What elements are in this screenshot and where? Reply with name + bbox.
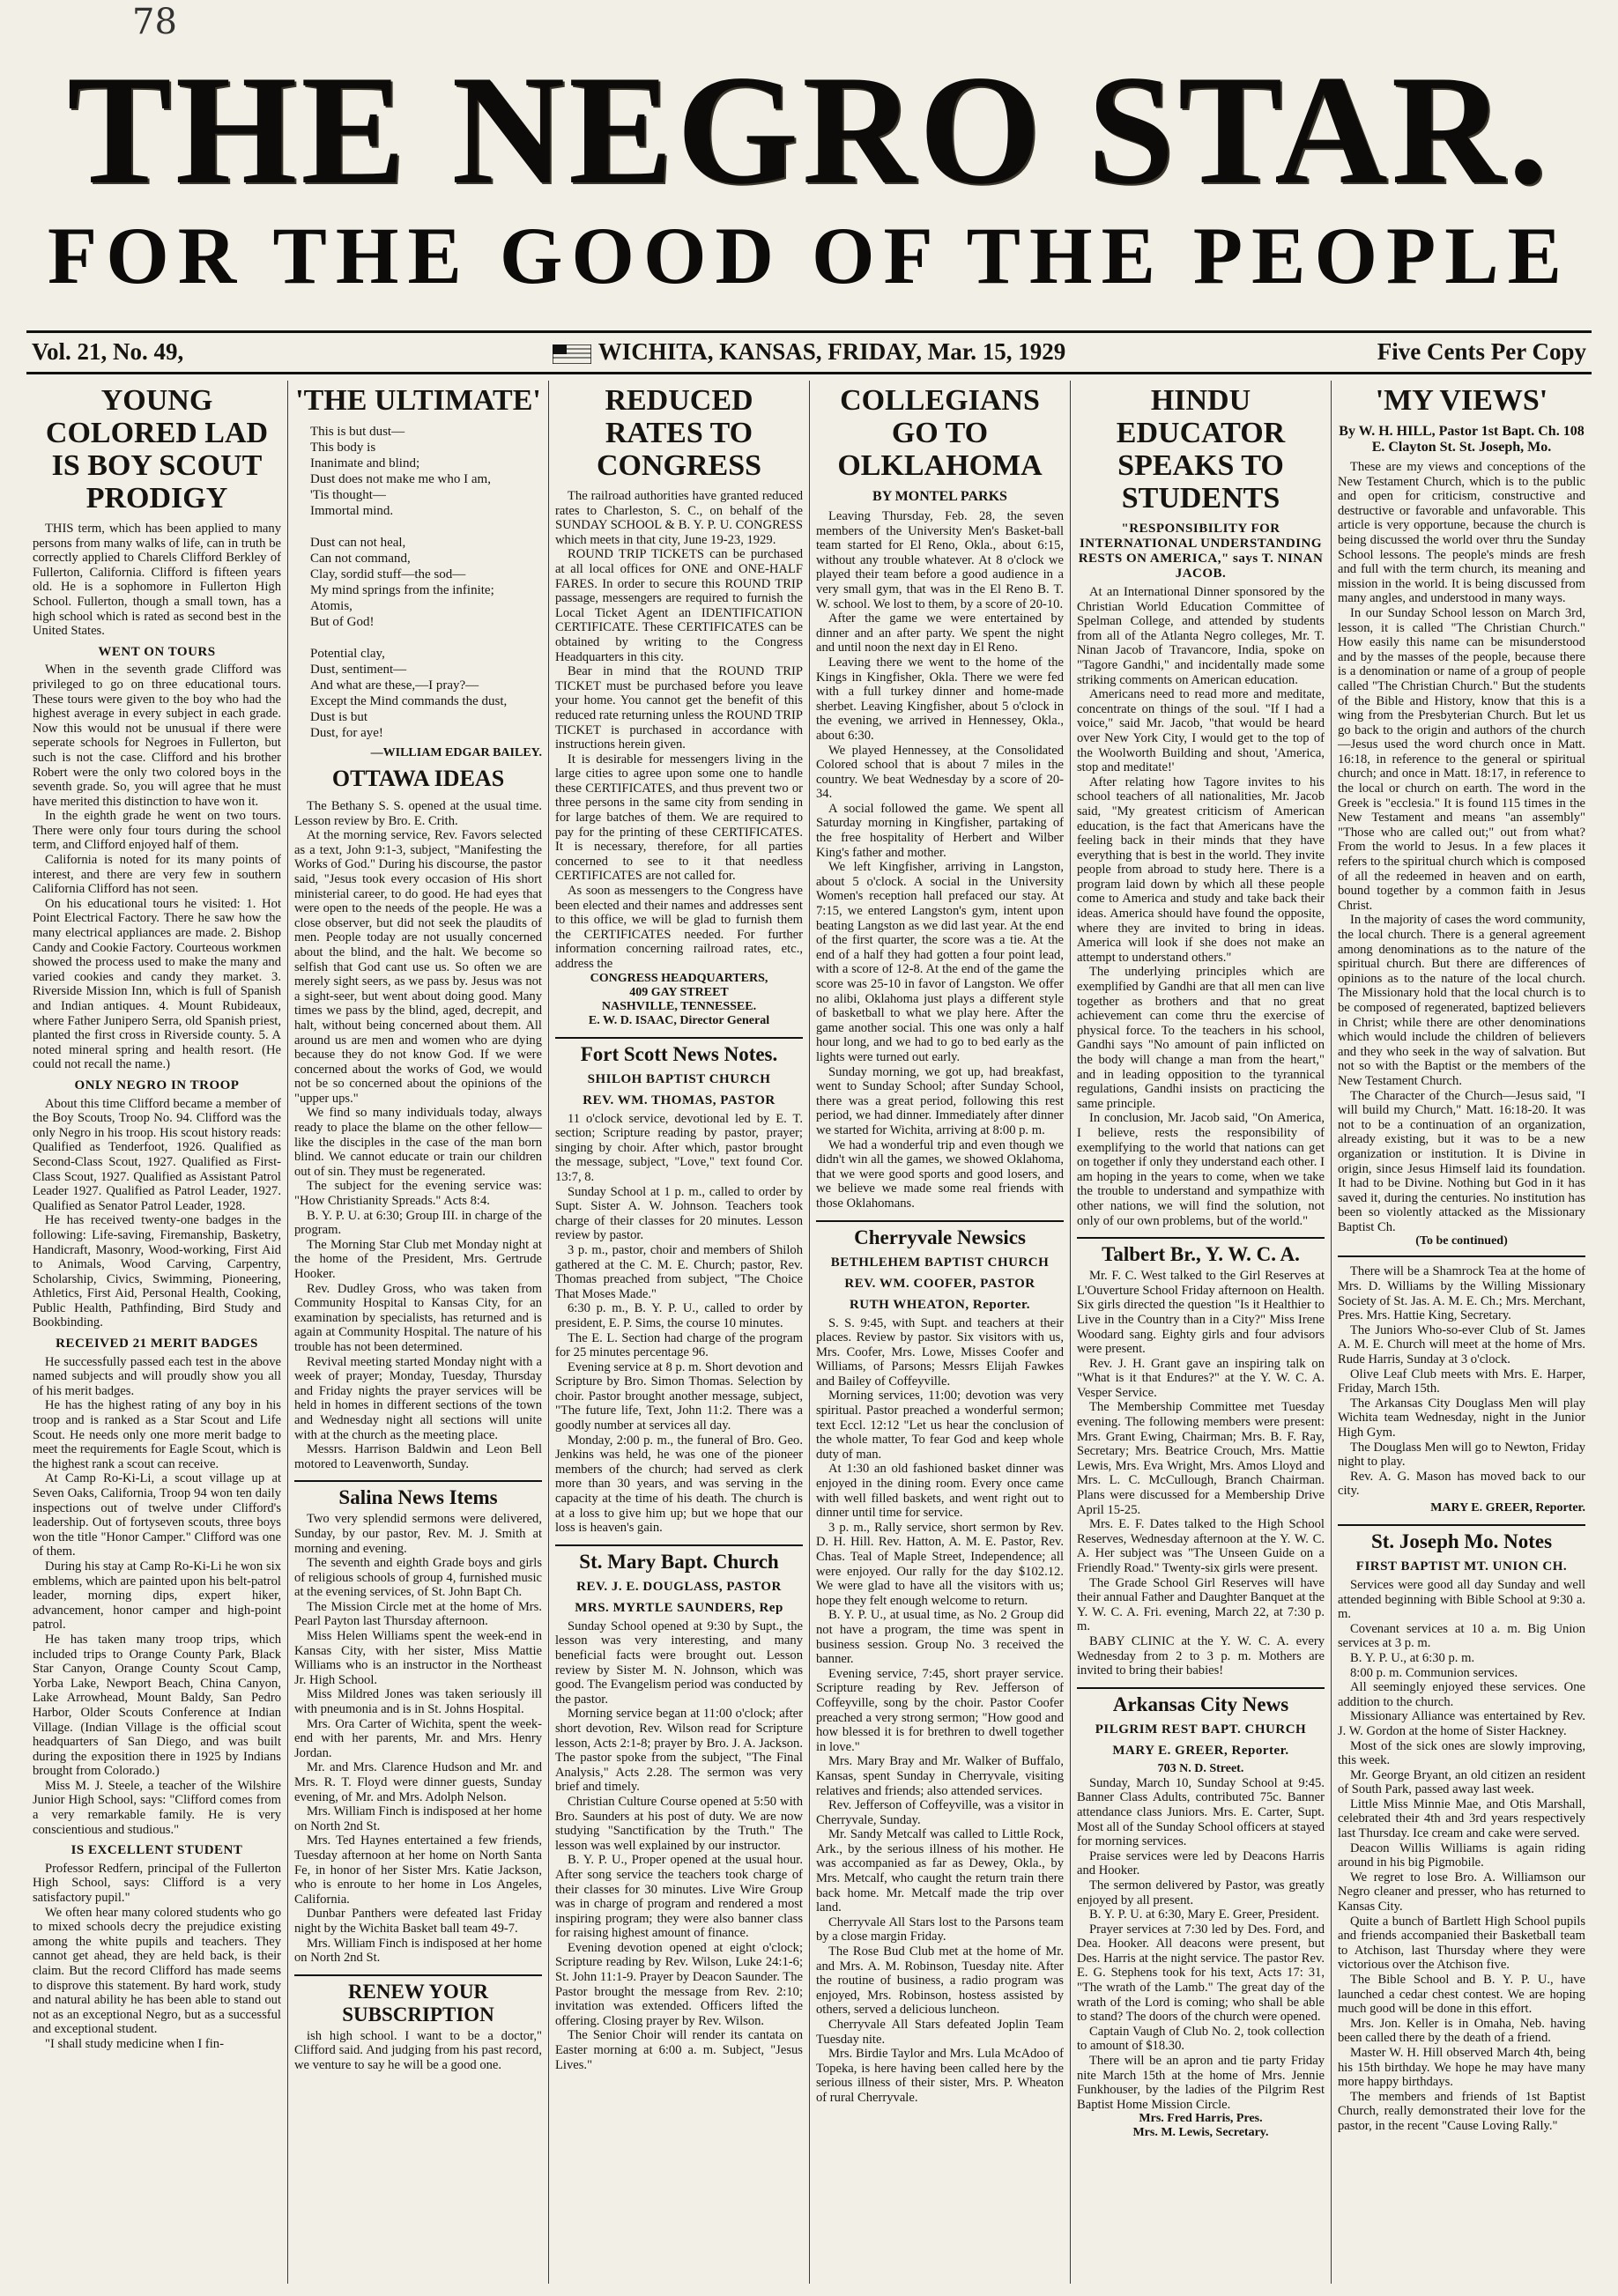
paragraph: Mrs. Ted Haynes entertained a few friends, Tuesday afternoon at her home on North Santa Fe, in honor of her Sister Mrs. Katie Jackson, who is enroute to her home in Los Angeles, California.	[294, 1833, 542, 1907]
paragraph: Professor Redfern, principal of the Fullerton High School, says: Clifford is a very satisfactory pupil."	[33, 1861, 281, 1906]
paragraph: At an International Dinner sponsored by the Christian World Education Committee of Spelman College, and attended by students from all of the Atlanta Negro colleges, Mr. T. Ninan Jacob of Travancore, India, spoke on "Tagore Gandhi," and incidentally made some striking comments on American education.	[1077, 585, 1325, 687]
paragraph: The Membership Committee met Tuesday evening. The following members were present: Mrs. Grant Ewing, Chairman; Mrs. B. F. Ray, Secretary; Mrs. Beatrice Crouch, Mrs. Mattie Lewis, Mrs. Eva Wright, Mrs. Amos Lloyd and Mrs. L. C. McCullough, Branch Chairman. Plans were discussed for a Membership Drive April 15-25.	[1077, 1400, 1325, 1517]
paragraph: Morning services, 11:00; devotion was very spiritual. Pastor preached a wonderful sermon; text Eccl. 12:12 "Let us hear the conclusion of the whole matter, To fear God and keep whole duty of man.	[816, 1389, 1064, 1462]
poem-line: Clay, sordid stuff—the sod—	[310, 567, 466, 581]
address-line: 703 N. D. Street.	[1157, 1761, 1244, 1775]
poem-line: Potential clay,	[310, 647, 385, 661]
paragraph: Mrs. Ora Carter of Wichita, spent the week-end with her parents, Mr. and Mrs. Henry Jordan.	[294, 1716, 542, 1760]
paragraph: He has taken many troop trips, which included trips to Orange County Park, Black Star Canyon, Orange County Scout Camp, Yorba Lake, Newport Beach, China Canyon, Lake Arrowhead, Mount Baldy, San Pedro Harbor, Older Scouts Conference at Indian Village. (Indian Village is the official scout headquarters of San Diego, and was built during the exposition there in 1925 by Indians brought from Colorado.)	[33, 1632, 281, 1779]
article-st-joseph	[1338, 1578, 1585, 2134]
headline-the-ultimate: 'THE ULTIMATE'	[295, 384, 541, 417]
church-name: BETHLEHEM BAPTIST CHURCH	[830, 1255, 1050, 1270]
paragraph: When in the seventh grade Clifford was privileged to go on three educational tours. These tours were given to the boy who had the highest average in every subject in each grade. Now this would not be unusual if there were seperate schools for Negroes in Fullerton, but such is not the case. Clifford and his brother Robert were the only two colored boys in the seventh grade. So, you will agree that he must have merited this distinction to have won it.	[33, 663, 281, 809]
headline-my-views: 'MY VIEWS'	[1375, 384, 1548, 417]
paragraph: Mr. and Mrs. Clarence Hudson and Mr. and Mrs. R. T. Floyd were dinner guests, Sunday evening, of Mr. and Mrs. Adolph Nelson.	[294, 1760, 542, 1804]
paragraph: We had a wonderful trip and even though we didn't win all the games, we showed Oklahoma, that we were good sports and good losers, and we believe we made some real friends with those Oklahomans.	[816, 1137, 1064, 1211]
paragraph: Two very splendid sermons were delivered, Sunday, by our pastor, Rev. M. J. Smith at morning and evening.	[294, 1512, 542, 1556]
paragraph: Most of the sick ones are slowly improving, this week.	[1338, 1738, 1585, 1768]
paragraph: The railroad authorities have granted reduced rates to Charleston, S. C., on behalf of the SUNDAY SCHOOL & B. Y. P. U. CONGRESS which meets in that city, June 19-23, 1929.	[555, 489, 803, 547]
paragraph: Dunbar Panthers were defeated last Friday night by the Wichita Basket ball team 49-7.	[294, 1907, 542, 1936]
paragraph: Covenant services at 10 a. m. Big Union services at 3 p. m.	[1338, 1621, 1585, 1651]
renew-subscription-notice: RENEW YOUR SUBSCRIPTION	[294, 1974, 542, 2026]
article-fort-scott	[555, 1112, 803, 1536]
paragraph: Mr. F. C. West talked to the Girl Reserves at L'Ouverture School Friday afternoon on Health. Six girls directed the question "Is it Healthier to Live in the Country than in a City?" Miss Irene Woodard sang. Eighty girls and four advisors were present.	[1077, 1269, 1325, 1357]
article-ottawa	[294, 799, 542, 1471]
church-name: SHILOH BAPTIST CHURCH	[587, 1071, 771, 1086]
poem-line: This body is	[310, 441, 376, 455]
poem-line: My mind springs from the infinite;	[310, 583, 494, 597]
poem-line: Dust, sentiment—	[310, 663, 407, 677]
poem-line	[310, 630, 542, 646]
paragraph: The Grade School Girl Reserves will have their annual Father and Daughter Banquet at the Y. W. C. A. Fri. evening, March 22, at 7:30 p. m.	[1077, 1575, 1325, 1634]
paragraph: Services were good all day Sunday and well attended beginning with Bible School at 9:30 a. m.	[1338, 1577, 1585, 1622]
paragraph: ish high school. I want to be a doctor," Clifford said. And judging from his past record, we venture to say he will be a good one.	[294, 2028, 542, 2072]
article-my-views	[1338, 460, 1585, 1234]
paragraph: The Douglass Men will go to Newton, Friday night to play.	[1338, 1440, 1585, 1470]
reporter-name: MRS. MYRTLE SAUNDERS, Rep	[575, 1600, 783, 1615]
headline-boy-scout: YOUNG COLORED LAD IS BOY SCOUT PRODIGY	[45, 384, 269, 515]
paragraph: Evening service, 7:45, short prayer service. Scripture reading by Rev. Jefferson of Coffeyville, song by the choir. Pastor Coofer preached a very strong sermon; "How good and how blessed it is for brethren to dwell together in love."	[816, 1666, 1064, 1754]
paragraph: The Arkansas City Douglass Men will play Wichita team Wednesday, night in the Junior High Gym.	[1338, 1396, 1585, 1440]
address-line: NASHVILLE, TENNESSEE.	[601, 999, 757, 1013]
paragraph: In conclusion, Mr. Jacob said, "On America, I believe, rests the responsibility of exemplifying to the world that nations can get on together if only they understand each other. I am hoping in the years to come, when we take the trouble to understand and sympathize with other nations, we will find the solution, not only of our own problems, but of the world."	[1077, 1111, 1325, 1228]
masthead-subtitle: FOR THE GOOD OF THE PEOPLE	[48, 211, 1570, 300]
subhead: IS EXCELLENT STUDENT	[71, 1843, 243, 1858]
column-5	[1070, 381, 1331, 2284]
paragraph: About this time Clifford became a member of the Boy Scouts, Troop No. 94. Clifford was the only Negro in his troop. His scout history reads: Qualified as Tenderfoot, 1926. Qualified as Second-Class Scout, 1927. Qualified as First-Class Scout, 1927. Qualified as Assistant Patrol Leader 1927. Qualified as Patrol Leader, 1927. Qualified as Senator Patrol Leader, 1928.	[33, 1096, 281, 1213]
paragraph: He has received twenty-one badges in the following: Life-saving, Firemanship, Basketry, Handicraft, Masonry, Wood-working, First Aid to Animals, Wood Carving, Carpentry, Scholarship, Civics, Swimming, Pioneering, Athletics, First Aid, Personal Health, Cooking, Public Health, Pathfinding, Bird Study and Bookbinding.	[33, 1213, 281, 1330]
headline-talbert-ywca: Talbert Br., Y. W. C. A.	[1077, 1237, 1325, 1266]
poem-author: —WILLIAM EDGAR BAILEY.	[370, 746, 542, 759]
paragraph: There will be a Shamrock Tea at the home of Mrs. D. Williams by the Willing Missionary Society of St. Jas. A. M. E. Ch.; Mrs. Merchant, Pres. Mrs. Hattie King, Secretary.	[1338, 1264, 1585, 1323]
poem-line: This is but dust—	[310, 425, 405, 439]
paragraph: Olive Leaf Club meets with Mrs. E. Harper, Friday, March 15th.	[1338, 1366, 1585, 1396]
headline-fort-scott: Fort Scott News Notes.	[555, 1037, 803, 1066]
headline-collegians: COLLEGIANS GO TO OLKLAHOMA	[837, 384, 1043, 482]
paragraph: Cherryvale All Stars defeated Joplin Team Tuesday nite.	[816, 2018, 1064, 2047]
paragraph: Prayer services at 7:30 led by Des. Ford, and Dea. Hooker. All deacons were present, but Des. Harris at the night service. The pastor Rev. E. G. Stephens took for his text, Acts 17: 31, "The wrath of the Lamb." The great day of the wrath of the Lord is coming; who shall be able to stand? The doors of the church were opened.	[1077, 1922, 1325, 2025]
paragraph: Revival meeting started Monday night with a week of prayer; Monday, Tuesday, Thursday and Friday nights the prayer services will be held in homes in different sections of the town and Wednesday night all sections will unite with at the church as the meeting place.	[294, 1354, 542, 1442]
paragraph: Miss M. J. Steele, a teacher of the Wilshire Junior High School, says: "Clifford comes from a very remarkable family. He is very conscientious and studious."	[33, 1778, 281, 1837]
paragraph: All seemingly enjoyed these services. One addition to the church.	[1338, 1680, 1585, 1709]
headline-hindu-educator: HINDU EDUCATOR SPEAKS TO STUDENTS	[1116, 384, 1286, 515]
paragraph: 11 o'clock service, devotional led by E. T. section; Scripture reading by pastor, prayer; singing by choir. After which, pastor brought the message, subject, "Love," text found Cor. 13:7, 8.	[555, 1111, 803, 1184]
paragraph: He has the highest rating of any boy in his troop and is ranked as a Star Scout and Life Scout. He needs only one more merit badge to meet the requirements for Eagle Scout, which is the highest rank a scout can receive.	[33, 1398, 281, 1471]
paragraph: Mr. George Bryant, an old citizen an resident of South Park, passed away last week.	[1338, 1767, 1585, 1797]
paragraph: Cherryvale All Stars lost to the Parsons team by a close margin Friday.	[816, 1915, 1064, 1944]
paragraph: Miss Helen Williams spent the week-end in Kansas City, with her sister, Miss Mattie Williams who is an instructor in the Northeast Jr. High School.	[294, 1629, 542, 1687]
paragraph: The Character of the Church—Jesus said, "I will build my Church," Matt. 16:18-20. It was not to be a continuation of an organization, already existing, but it was to be a new organization or institution. It is Divine in origin, since Jesus Himself laid its foundation. It had to be Divine. Nothing but God in it has saved it, during the centuries. No institution has been so violently attacked as the Missionary Baptist Ch.	[1338, 1088, 1585, 1234]
paragraph: Rev. J. H. Grant gave an inspiring talk on "What is it that Endures?" at the Y. W. C. A. Vesper Service.	[1077, 1356, 1325, 1400]
price: Five Cents Per Copy	[1377, 338, 1586, 365]
paragraph: Leaving there we went to the home of the Kings in Kingfisher, Okla. There we were fed with a full turkey dinner and home-made sherbet. Leaving Kingfisher, about 5 o'clock in the evening, we arrived in Hennessey, Okla., about 6:30.	[816, 655, 1064, 743]
paragraph: In the eighth grade he went on two tours. There were only four tours during the school term, and Clifford enjoyed half of them.	[33, 809, 281, 853]
headline-st-mary: St. Mary Bapt. Church	[555, 1544, 803, 1574]
reporter-name: RUTH WHEATON, Reporter.	[849, 1297, 1031, 1312]
paragraph: Rev. Dudley Gross, who was taken from Community Hospital to Kansas City, for an examination by specialists, has returned and is again at Community Hospital. The nature of his trouble has not been determined.	[294, 1281, 542, 1354]
subhead: WENT ON TOURS	[98, 644, 216, 659]
headline-st-joseph: St. Joseph Mo. Notes	[1338, 1524, 1585, 1553]
paragraph: Mr. Sandy Metcalf was called to Little Rock, Ark., by the serious illness of his mother. He was accompanied as far as Dewey, Okla., by Mrs. Metcalf, who caught the return train there back home. Mr. Metcalf made the trip over land.	[816, 1827, 1064, 1915]
paragraph: Little Miss Minnie Mae, and Otis Marshall, celebrated their 4th and 3rd years respectively last Thursday. Ice cream and cake were served.	[1338, 1796, 1585, 1841]
poem-line: Immortal mind.	[310, 504, 394, 518]
pastor-name: REV. WM. THOMAS, PASTOR	[583, 1092, 776, 1107]
paragraph: Evening devotion opened at eight o'clock; Scripture reading by Rev. Wilson, Luke 24:1-6; St. John 11:1-9. Prayer by Deacon Saunder. The Pastor brought the message from Rev. 2:10; invitation was extended. Officers lifted the offering. Closing prayer by Rev. Wilson.	[555, 1940, 803, 2028]
column-2	[287, 381, 548, 2284]
paragraph: B. Y. P. U., at usual time, as No. 2 Group did not have a program, the time was spent in business session. Group No. 3 received the banner.	[816, 1608, 1064, 1667]
paragraph: A social followed the game. We spent all Saturday morning in Kingfisher, partaking of the free hospitality of Herbert and Wilber King's father and mother.	[816, 801, 1064, 860]
article-columns	[26, 381, 1592, 2284]
paragraph: Mrs. Jon. Keller is in Omaha, Neb. having been called there by the death of a friend.	[1338, 2016, 1585, 2046]
continued-note: (To be continued)	[1415, 1234, 1508, 1248]
article-arkansas-city	[1077, 1776, 1325, 2113]
divider	[1338, 1255, 1585, 1257]
paragraph: 6:30 p. m., B. Y. P. U., called to order by president, E. P. Sims, the course 10 minutes.	[555, 1301, 803, 1330]
church-name: FIRST BAPTIST MT. UNION CH.	[1355, 1559, 1568, 1574]
paragraph: 8:00 p. m. Communion services.	[1350, 1665, 1518, 1680]
paragraph: We often hear many colored students who go to mixed schools decry the prejudice existing among the white pupils and teachers. They cannot get ahead, they are held back, is their claim. But the record Clifford has made seems to disprove this statement. By hard work, study and natural ability he has been able to stand out not as an exceptional Negro, but as a successful and exceptional student.	[33, 1905, 281, 2037]
paragraph: BABY CLINIC at the Y. W. C. A. every Wednesday from 2 to 3 p. m. Mothers are invited to bring their babies!	[1077, 1633, 1325, 1678]
place-and-date	[26, 333, 1592, 370]
paragraph: Mrs. William Finch is indisposed at her home on North 2nd St.	[294, 1804, 542, 1833]
poem-line: Can not command,	[310, 552, 411, 566]
church-name: PILGRIM REST BAPT. CHURCH	[1095, 1722, 1307, 1737]
column-1	[26, 381, 287, 2284]
paragraph: During his stay at Camp Ro-Ki-Li he won six emblems, which are painted upon his belt-patrol leader, morning dips, expert hiker, advancement, honor camper and high-point patrol.	[33, 1559, 281, 1633]
paragraph: Bear in mind that the ROUND TRIP TICKET must be purchased before you leave your home. You cannot get the benefit of this reduced rate returning unless the ROUND TRIP TICKET is purchased in accordance with instructions herein given.	[555, 664, 804, 752]
paragraph: 3 p. m., pastor, choir and members of Shiloh gathered at the C. M. E. Church; pastor, Rev. Thomas preached from subject, "The Choice That Moses Made."	[555, 1242, 803, 1301]
paragraph: Mrs. E. F. Dates talked to the High School Reserves, Wednesday afternoon at the Y. W. C. A. Her subject was "The Unseen Guide on a Friendly Road." Twenty-six girls were present.	[1077, 1517, 1325, 1575]
paragraph: Evening service at 8 p. m. Short devotion and Scripture by Bro. Simon Thomas. Selection by choir. Pastor brought another message, subject, "The future life, Text, John 11:2. There was a goodly number at services all day.	[555, 1359, 803, 1433]
poem-line: Dust is but	[310, 710, 368, 724]
paragraph: Sunday School opened at 9:30 by Supt., the lesson was very interesting, and many beneficial facts were brought out. Lesson review by Sister M. N. Johnson, which was good. The Evangelism period was conducted by the pastor.	[555, 1618, 803, 1707]
paragraph: S. S. 9:45, with Supt. and teachers at their places. Review by pastor. Six visitors with us, Mrs. Coofer, Mrs. Lowe, Misses Coofer and Williams, of Parsons; Messrs Elijah Fawkes and Bailey of Coffeyville.	[816, 1315, 1064, 1389]
column-4	[809, 381, 1070, 2284]
handwritten-mark: 78	[132, 2, 177, 42]
masthead	[35, 42, 1583, 313]
paragraph: Christian Culture Course opened at 5:50 with Bro. Saunders at his post of duty. We are now studying "Sanctification by the Truth." The lesson was well explained by our instructor.	[555, 1794, 803, 1853]
reporter-name: MARY E. GREER, Reporter.	[1112, 1743, 1289, 1758]
headline-reduced-rates: REDUCED RATES TO CONGRESS	[596, 384, 762, 482]
paragraph: Mrs. William Finch is indisposed at her home on North 2nd St.	[294, 1936, 542, 1966]
paragraph: ROUND TRIP TICKETS can be purchased at all local offices for ONE and ONE-HALF FARES. In order to secure this ROUND TRIP passage, messengers are required to furnish the Local Ticket Agent an IDENTIFICATION CERTIFICATE. These CERTIFICATES can be obtained by writing to the Congress Headquarters in this city.	[555, 547, 803, 664]
paragraph: THIS term, which has been applied to many persons from many walks of life, can in truth be correctly applied to Charels Clifford Berkley of Fullerton, California. Clifford is fifteen years old. He is a sophomore in Fullerton High School. Fullerton, though a small town, has a high school which is rated as second best in the United States.	[33, 522, 281, 639]
masthead-title: THE NEGRO STAR.	[67, 42, 1551, 217]
paragraph: California is noted for its many points of interest, and there are very few in southern California Clifford has not seen.	[33, 853, 281, 897]
paragraph: The Morning Star Club met Monday night at the home of the President, Mrs. Gertrude Hooker.	[294, 1237, 542, 1281]
paragraph: After the game we were entertained by dinner and an after party. We spent the night and until noon the next day in El Reno.	[816, 611, 1064, 655]
article-local-notes	[1338, 1264, 1585, 1499]
paragraph: It is desirable for messengers living in the large cities to agree upon some one to handle these CERTIFICATES, and thus prevent two or three persons in the same city from sending in for large batches of them. We are required to pay for the printing of these CERTIFICATES. It is necessary, therefore, for all parties concerned to see to it that needless CERTIFICATES are not called for.	[555, 752, 803, 884]
paragraph: The Mission Circle met at the home of Mrs. Pearl Payton last Thursday afternoon.	[294, 1599, 542, 1629]
paragraph: At the morning service, Rev. Favors selected as a text, John 9:1-3, subject, "Manifesting the Works of God." During his discourse, the pastor said, "Jesus took every occasion of His short ministerial career, to do good. He had eyes that were open to the needs of the people. He was a close observer, but did not seek the plaudits of men. People today are not usually concerned about the blind, and the halt. We become so selfish that God cant use us. So often we are merely sight seers, as we pass by. Jesus was not a sight-seer, but went about doing good. Many times we pass by the blind, aged, decrepit, and halt, without being concerned about them. All around us are men and women who are dying because they do not know God. If we were concerned about the works of God, we would not be so concerned about the opinions of the "upper ups."	[294, 828, 542, 1106]
poem-line: Inanimate and blind;	[310, 456, 420, 470]
paragraph: Sunday, March 10, Sunday School at 9:45. Banner Class Adults, contributed 75c. Banner attendance class Juniors. Mrs. E. Carter, Supt. Most all of the Sunday School officers at stayed for morning services.	[1077, 1775, 1325, 1849]
poem-line: Dust can not heal,	[310, 536, 406, 550]
poem-the-ultimate	[294, 424, 542, 741]
paragraph: Miss Mildred Jones was taken seriously ill with pneumonia and is in St. Johns Hospital.	[294, 1687, 542, 1717]
volume-number: Vol. 21, No. 49,	[32, 338, 184, 365]
paragraph: In the majority of cases the word community, the local church. There is a general agreement among denominations as to the nature of the spiritual church. But there are differences of opinions as to the nature of the local church. The Missionary hold that the local church is to be composed of regenerated, baptized believers in Christ; while there are other denominations which would include the children of believers and they who seek in the way of salvation. But not so with the Baptist or the members of the New Testament Church.	[1338, 913, 1585, 1088]
paragraph: Mrs. Mary Bray and Mr. Walker of Buffalo, Kansas, spent Sunday in Cherryvale, visiting relatives and friends; also attended services.	[816, 1754, 1064, 1798]
paragraph: Deacon Willis Williams is again riding around in his big Pigmobile.	[1338, 1841, 1585, 1870]
poem-line: Except the Mind commands the dust,	[310, 694, 508, 708]
paragraph: Messrs. Harrison Baldwin and Leon Bell motored to Leavenworth, Sunday.	[294, 1442, 542, 1471]
poem-line: Dust, for aye!	[310, 726, 383, 740]
paragraph: Quite a bunch of Bartlett High School pupils and friends accompanied their Basketball team to Atchison, last Thursday where they were victorious over the Atchison five.	[1338, 1914, 1585, 1973]
address-line: CONGRESS HEADQUARTERS,	[590, 971, 768, 985]
address-line: E. W. D. ISAAC, Director General	[588, 1013, 770, 1027]
paragraph: There will be an apron and tie party Friday nite March 15th at the home of Mrs. Jennie Funkhouser, by the ladies of the Pilgrim Rest Baptist Home Mission Circle.	[1077, 2054, 1325, 2112]
paragraph: Praise services were led by Deacons Harris and Hooker.	[1077, 1848, 1325, 1878]
column-6	[1331, 381, 1592, 2284]
signature-line: Mrs. Fred Harris, Pres.	[1139, 2112, 1263, 2126]
paragraph: We left Kingfisher, arriving in Langston, about 5 o'clock. A social in the University Women's reception hall prefaced our stay. At 7:15, we entered Langston's gym, intent upon beating Langston as we did last year. At the end of the first quarter, the score was a tie. At the end of a half they had gotten a four point lead, with a score of 12-8. At the end of the game the score was 25-10 in favor of Langston. We offer no alibi, Oklahoma just plays a different style of basketball to what we play here. After the game another social. This one was only a half hour long, and we had to go to bed early as the lights were turned out early.	[816, 860, 1064, 1064]
paragraph: The Bible School and B. Y. P. U., have launched a cedar chest contest. We are hoping much good will be done in this effort.	[1338, 1973, 1585, 2017]
paragraph: B. Y. P. U. at 6:30; Group III. in charge of the program.	[294, 1208, 542, 1238]
paragraph: B. Y. P. U. at 6:30, Mary E. Greer, President.	[1089, 1907, 1319, 1922]
subhead: RECEIVED 21 MERIT BADGES	[56, 1337, 258, 1352]
dateline-bar	[26, 330, 1592, 374]
paragraph: At Camp Ro-Ki-Li, a scout village up at Seven Oaks, California, Troop 94 won ten daily inspections out of twelve under Clifford's leadership. Out of fortyseven scouts, three boys won the title "Honor Camper." Clifford was one of them.	[33, 1471, 281, 1559]
paragraph: Sunday morning, we got up, had breakfast, went to Sunday School; after Sunday School, there was a great period, following this rest period, we had dinner. Immediately after dinner we started for Wichita, arriving at 8:00 p. m.	[816, 1064, 1064, 1137]
paragraph: The Bethany S. S. opened at the usual time. Lesson review by Bro. E. Crith.	[294, 799, 542, 828]
flag-icon	[553, 344, 591, 364]
poem-line: Dust does not make me who I am,	[310, 472, 491, 486]
paragraph: Monday, 2:00 p. m., the funeral of Bro. Geo. Jenkins was held, he was one of the pioneer members of the church; had served as clerk more than 30 years, and was serving in the capacity at the time of his death. The church is at a loss to give him up; but we hope that our loss is heaven's gain.	[555, 1433, 803, 1536]
article-talbert-ywca	[1077, 1269, 1325, 1678]
paragraph: The Rose Bud Club met at the home of Mr. and Mrs. A. M. Robinson, Tuesday nite. After the routine of business, a radio program was enjoyed, Mrs. Robinson, hostess assisted by others, served a delicious luncheon.	[816, 1944, 1064, 2018]
paragraph: Missionary Alliance was entertained by Rev. J. W. Gordon at the home of Sister Hackney.	[1338, 1709, 1585, 1738]
article-salina	[294, 1512, 542, 1965]
paragraph: Rev. A. G. Mason has moved back to our city.	[1338, 1469, 1585, 1499]
column-3	[548, 381, 809, 2284]
paragraph: Morning service began at 11:00 o'clock; after short devotion, Rev. Wilson read for Scripture lesson, Acts 2:1-8; prayer by Bro. J. A. Jackson. The pastor spoke from the subject, "The Final Analysis," Acts 2.28. The sermon was very brief and timely.	[555, 1707, 803, 1795]
paragraph: He successfully passed each test in the above named subjects and will proudly show you all of his merit badges.	[33, 1354, 281, 1398]
address-line: 409 GAY STREET	[629, 985, 729, 999]
paragraph: The Senior Choir will render its cantata on Easter morning at 6:00 a. m. Subject, "Jesus Lives."	[555, 2028, 803, 2072]
signature-line: Mrs. M. Lewis, Secretary.	[1132, 2126, 1269, 2140]
pastor-name: REV. J. E. DOUGLASS, PASTOR	[576, 1579, 782, 1594]
paragraph: The E. L. Section had charge of the program for 25 minutes percentage 96.	[555, 1330, 803, 1360]
poem-line: And what are these,—I pray?—	[310, 678, 479, 693]
paragraph: The underlying principles which are exemplified by Gandhi are that all men can live together as brothers and that no great achievement can come thru the exercise of physical force. To the teachers in his school, Gandhi says "No amount of pain inflicted on the body will change a man from the heart," and in leading opposition to the tyrannical regulations, Gandhi insists on practicing the same principle.	[1077, 965, 1325, 1111]
paragraph: Leaving Thursday, Feb. 28, the seven members of the University Men's Basket-ball team started for El Reno, Okla., about 6:15, without any trouble whatever. At 8 o'clock we played their team before a good audience in a very small gym, that was in the El Reno B. T. W. school. We lost to them, by a score of 20-10.	[816, 509, 1064, 611]
paragraph: "I shall study medicine when I fin-	[45, 2036, 224, 2051]
paragraph: Americans need to read more and meditate, concentrate on things of the soul. "If I had a voice," said Mr. Jacob, "that would be heard over New York City, I would get to the top of the Woolworth Building and shout, 'America, stop and meditate!'	[1077, 687, 1325, 775]
article-reduced-rates	[555, 489, 803, 972]
paragraph: On his educational tours he visited: 1. Hot Point Electrical Factory. There he saw how the many electrical appliances are made. 2. Bishop Candy and Cookie Factory. Courteous workmen showed the process used to make the many and varied cookies and candy they market. 3. Riverside Mission Inn, which is full of Spanish and Indian antiques. 4. Mount Rubideaux, where Father Junipero Serra, old Spanish priest, planted the first cross in Riverside county. 5. A noted mineral spring and health resort. (He could not recall the name.)	[33, 896, 281, 1072]
paragraph: Mrs. Birdie Taylor and Mrs. Lula McAdoo of Topeka, is here having been called here by the serious illness of their sister, Mrs. P. Wheaton of rural Cherryvale.	[816, 2047, 1064, 2105]
paragraph: We find so many individuals today, always ready to place the blame on the other fellow—like the disciples in the case of the man born blind. We cannot educate or train our children out of sin. They must be regenerated.	[294, 1106, 542, 1179]
headline-arkansas-city: Arkansas City News	[1077, 1687, 1325, 1716]
paragraph: At 1:30 an old fashioned basket dinner was enjoyed in the dining room. Every once came with well filled baskets, and went right out to dinner until time for service.	[816, 1462, 1064, 1521]
article-st-mary	[555, 1619, 803, 2072]
article-cherryvale	[816, 1316, 1064, 2106]
pastor-name: REV. WM. COOFER, PASTOR	[844, 1276, 1035, 1291]
place-date-text: WICHITA, KANSAS, FRIDAY, Mar. 15, 1929	[597, 338, 1066, 365]
headline-ottawa-ideas: OTTAWA IDEAS	[331, 766, 505, 791]
paragraph: B. Y. P. U., at 6:30 p. m.	[1350, 1650, 1475, 1665]
paragraph: The Juniors Who-so-ever Club of St. James A. M. E. Church will meet at the home of Mrs. Rude Harris, Sunday at 3 o'clock.	[1338, 1322, 1585, 1367]
paragraph: After relating how Tagore invites to his school teachers of all nationalities, Mr. Jacob said, "My greatest criticism of American education, is the fact that Americans have the feeling back in their minds that they have everything that is best in the world. They invite people from abroad to study here. There is a program laid down by which all these people come to America and study and take back their ideas. America should have found the opposite, where they are invited to bring in ideas. America will look if she does not make an attempt to understand others."	[1077, 774, 1325, 965]
paragraph: Sunday School at 1 p. m., called to order by Supt. Sister A. W. Johnson. Teachers took charge of their classes for 20 minutes. Lesson review by pastor.	[555, 1184, 803, 1243]
subhead: ONLY NEGRO IN TROOP	[74, 1078, 240, 1092]
paragraph: We regret to lose Bro. A. Williamson our Negro cleaner and presser, who has returned to Kansas City.	[1338, 1870, 1585, 1915]
paragraph: The seventh and eighth Grade boys and girls of religious schools of group 4, furnished music at the evening services, of St. John Bapt Ch.	[294, 1556, 542, 1600]
article-collegians	[816, 509, 1064, 1211]
boy-scout-continued	[294, 2029, 542, 2073]
poem-line: But of God!	[310, 615, 375, 629]
article-lead: "RESPONSIBILITY FOR INTERNATIONAL UNDERSTANDING RESTS ON AMERICA," says T. NINAN JACOB.	[1078, 522, 1324, 581]
byline: BY MONTEL PARKS	[872, 489, 1007, 504]
paragraph: These are my views and conceptions of the New Testament Church, which is to the public and open for criticism, constructive and destructive or favorable and unfavorable. This article is very opportune, because the church is being discussed the world over thru the Sunday School lessons. The people's minds are fresh and full with the term church, its meaning and mission in the world. It is being discussed from many angles, and understood in many ways.	[1338, 460, 1585, 606]
poem-line: 'Tis thought—	[310, 488, 386, 502]
paragraph: We played Hennessey, at the Consolidated Colored school that is about 7 miles in the country. We beat Wednesday by a score of 20-34.	[816, 743, 1064, 802]
article-hindu-educator	[1077, 585, 1325, 1228]
paragraph: Captain Vaugh of Club No. 2, took collection to amount of $18.30.	[1077, 2024, 1325, 2054]
paragraph: As soon as messengers to the Congress have been elected and their names and addresses sent to this office, we will be glad to furnish them the CERTIFICATES needed. For further information concerning railroad rates, etc., address the	[555, 884, 803, 971]
headline-salina-news: Salina News Items	[294, 1480, 542, 1509]
paragraph: The sermon delivered by Pastor, was greatly enjoyed by all present.	[1077, 1878, 1325, 1907]
paragraph: Rev. Jefferson of Coffeyville, was a visitor in Cherryvale, Sunday.	[816, 1798, 1064, 1827]
paragraph: 3 p. m., Rally service, short sermon by Rev. D. H. Hill. Rev. Hatton, A. M. E. Pastor, Rev. Chas. Teal of Maple Street, Independence; all were enjoyed. Our rally for the day $102.12. We were glad to have all the visitors with us; hope they felt enough welcome to return.	[816, 1520, 1064, 1608]
paragraph: The members and friends of 1st Baptist Church, really demonstrated their love for the pastor, in the recent "Cause Loving Rally."	[1338, 2089, 1585, 2133]
paragraph: B. Y. P. U., Proper opened at the usual hour. After song service the teachers took charge of their classes for 30 minutes. Live Wire Group was in charge of program and rendered a most inspiring program; they were also banner class for raising highest amount of finance.	[555, 1853, 803, 1941]
article-boy-scout	[33, 522, 281, 2052]
headline-cherryvale: Cherryvale Newsics	[816, 1220, 1064, 1249]
paragraph: The subject for the evening service was: "How Christianity Spreads." Acts 8:4.	[294, 1179, 542, 1209]
paragraph: Master W. H. Hill observed March 4th, being his 15th birthday. We hope he may have many more happy birthdays.	[1338, 2045, 1585, 2090]
poem-line: Atomis,	[310, 599, 353, 613]
poem-line	[310, 519, 542, 535]
paragraph: In our Sunday School lesson on March 3rd, lesson, it is called "The Christian Church." How easily this name can be misunderstood and by the masses of the people, because there is a denomination or name of a group of people called "The Christian Church." But the students of the Bible and History, know that this is a wing from the Presbyterian Church. But let us go back to the origin and authors of the church—Jesus used the word church once in Matt. 16:18, in reference to the general or spiritual church; and once in Matt. 18:17, in reference to the local or church on earth. The word in the Greek is "ecclesia." It is found 115 times in the New Testament and means "an assembly" "Those who are called out;" out from what? From the world to Jesus. In a few places it refers to the spiritual church which is composed of all the redeemed in heaven and on earth, bound together by a common faith in Jesus Christ.	[1338, 605, 1585, 913]
reporter-name: MARY E. GREER, Reporter.	[1430, 1500, 1585, 1515]
byline: By W. H. HILL, Pastor 1st Bapt. Ch. 108 E. Clayton St. St. Joseph, Mo.	[1339, 424, 1585, 455]
